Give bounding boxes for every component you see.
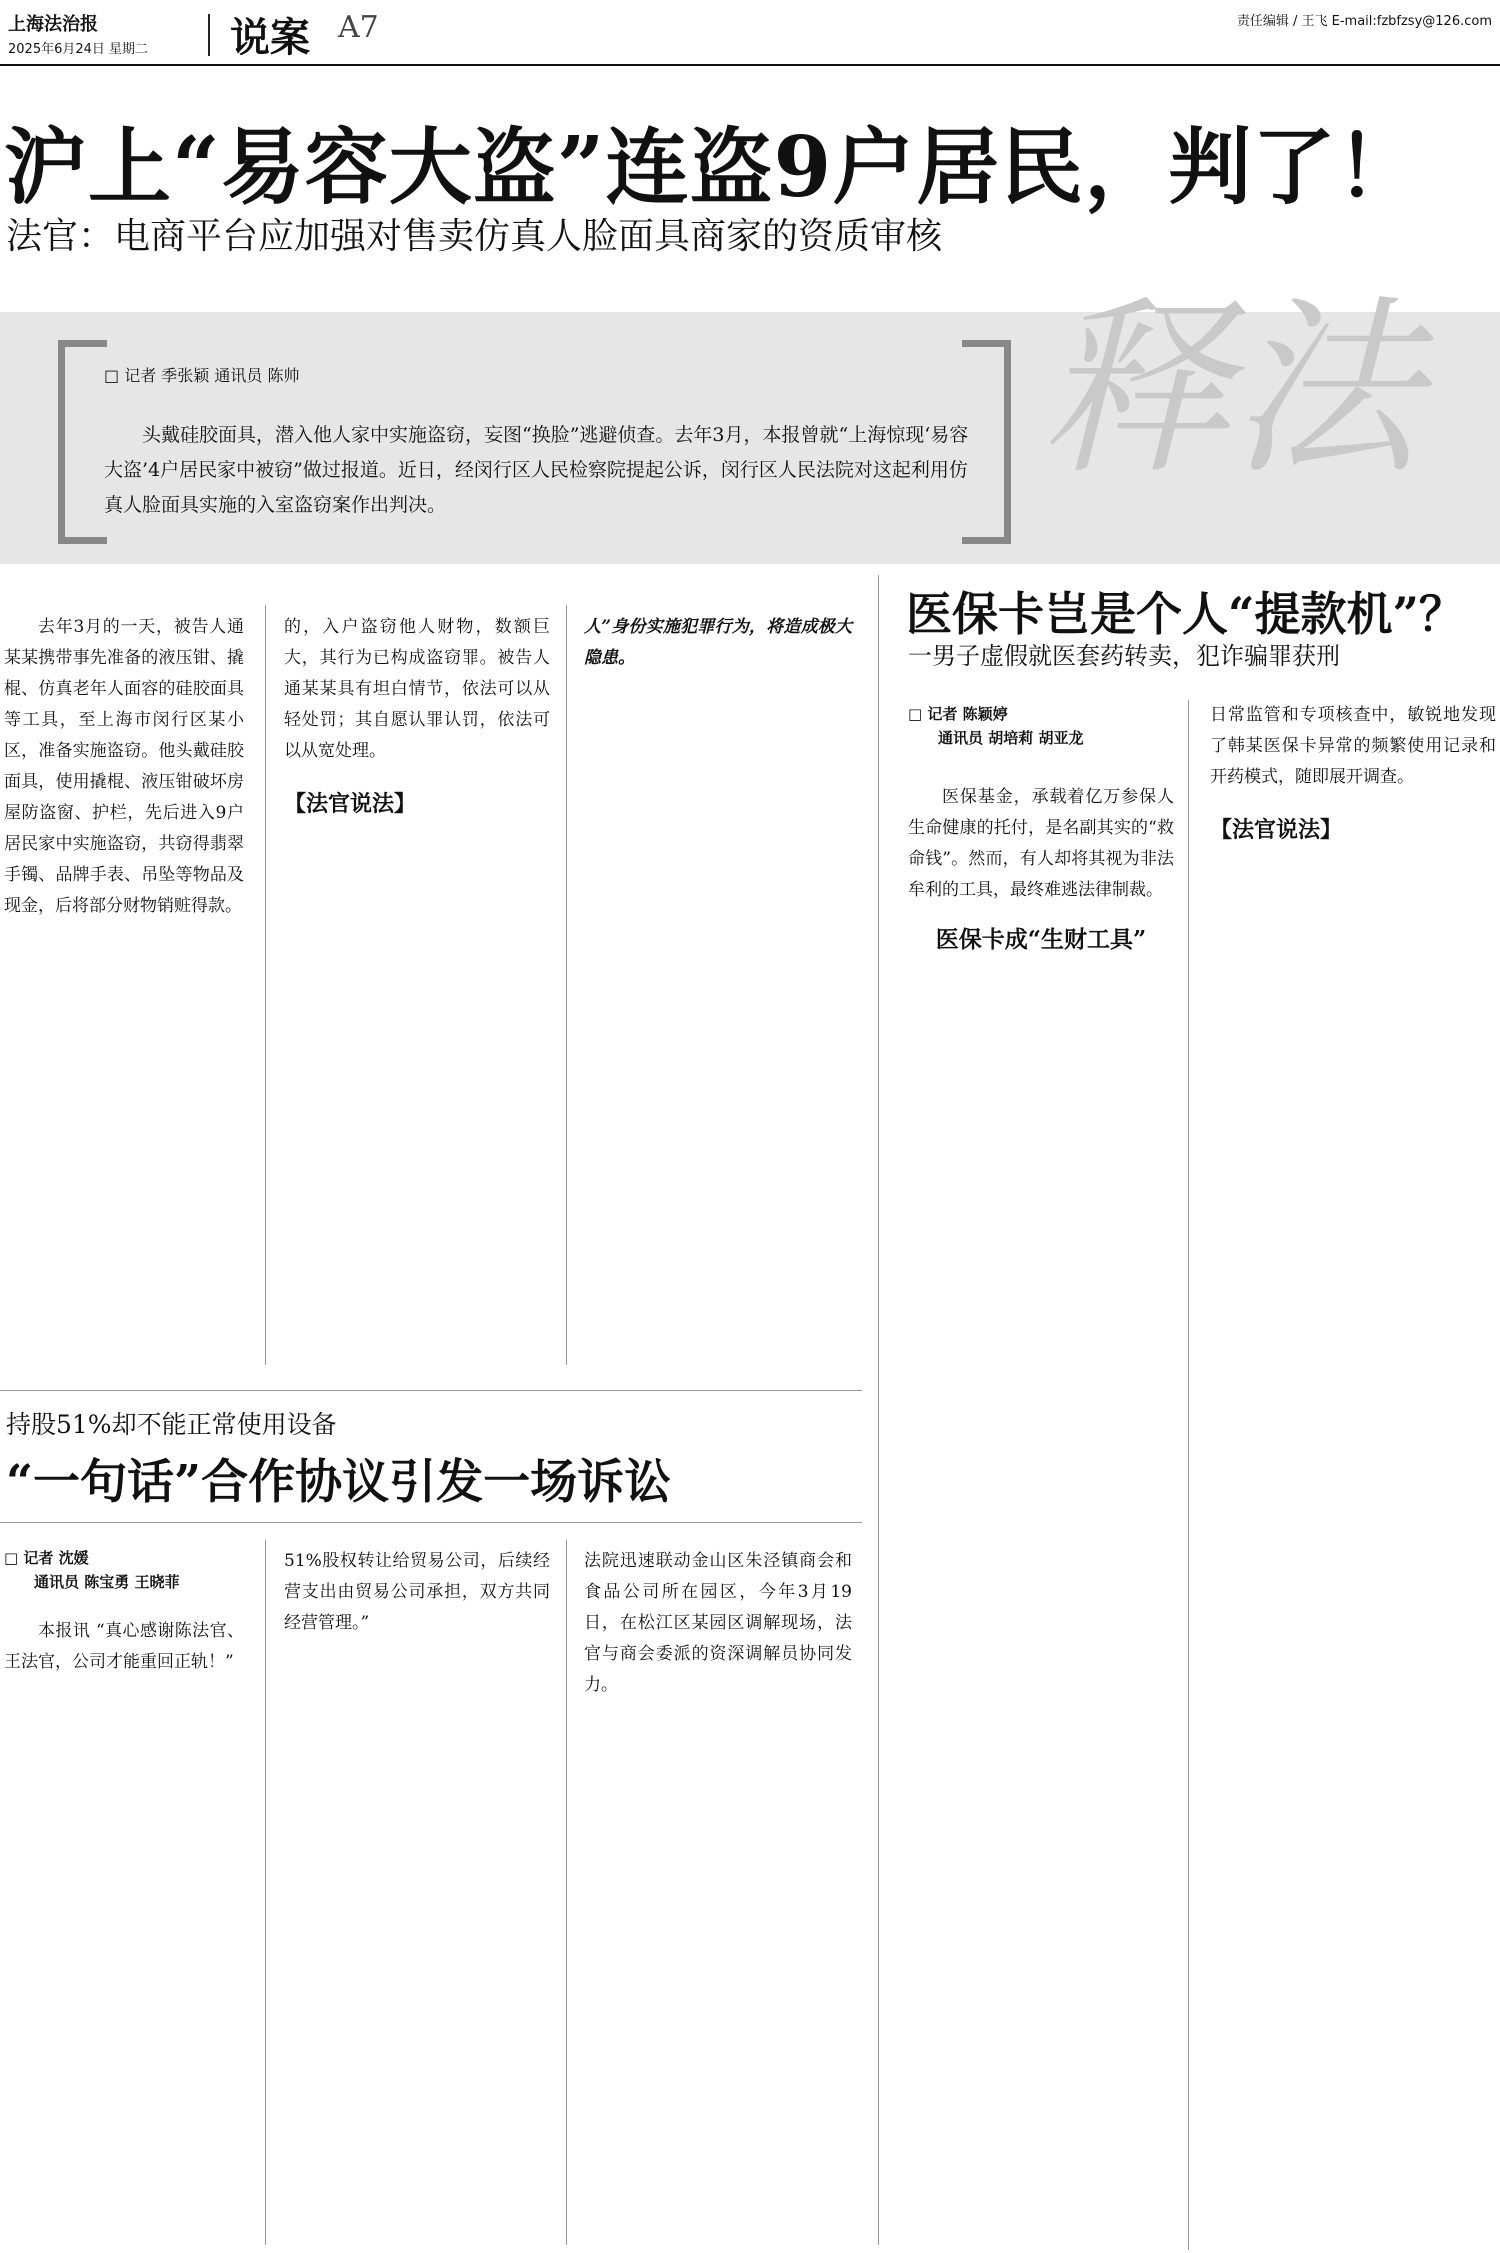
article3-byline [4, 1546, 179, 1594]
calligraphy-text: 释法 [1040, 279, 1421, 500]
article3-title: “一句话”合作协议引发一场诉讼 [6, 1455, 672, 1510]
column-rule [265, 1540, 266, 2245]
column-rule [566, 605, 567, 1365]
judge-comment-heading: 【法官说法】 [284, 791, 417, 817]
page-number: A7 [338, 10, 379, 45]
article2-title: 医保卡岂是个人“提款机”？ [906, 587, 1465, 641]
editor-info: 责任编辑 / 王飞 E-mail:fzbfzsy@126.com [1236, 14, 1492, 29]
paragraph: 法院迅速联动金山区朱泾镇商会和食品公司所在园区，今年3月19日，在松江区某园区调解现场，法官与商会委派的资深调解员协同发力。 [584, 1551, 852, 1695]
column-rule [566, 1540, 567, 2245]
paragraph: 人”身份实施犯罪行为，将造成极大隐患。 [584, 617, 852, 668]
issue-date: 2025年6月24日 星期二 [8, 42, 149, 57]
paragraph: 医保基金，承载着亿万参保人生命健康的托付，是名副其实的“救命钱”。然而，有人却将其视为非法牟利的工具，最终难逃法律制裁。 [908, 787, 1174, 900]
section-name: 说案 [230, 14, 310, 61]
masthead-divider [208, 14, 210, 56]
article3-kicker: 持股51%却不能正常使用设备 [6, 1410, 337, 1439]
paragraph: 去年3月的一天，被告人通某某携带事先准备的液压钳、撬棍、仿真老年人面容的硅胶面具等工具，至上海市闵行区某小区，准备实施盗窃。他头戴硅胶面具，使用撬棍、液压钳破坏房屋防盗窗、护栏，先后进入9户居民家中实施盗窃，共窃得翡翠手镯、品牌手表、吊坠等物品及现金，后将部分财物销赃得款。 [4, 617, 244, 916]
judge-comment-heading: 【法官说法】 [1210, 817, 1343, 843]
masthead-rule [0, 64, 1500, 66]
paragraph: 的，入户盗窃他人财物，数额巨大，其行为已构成盗窃罪。被告人通某某具有坦白情节，依法可以从轻处罚；其自愿认罪认罚，依法可以从宽处理。 [284, 617, 550, 761]
column-rule [265, 605, 266, 1365]
column-rule [878, 575, 879, 2245]
paragraph: 本报讯 “真心感谢陈法官、王法官，公司才能重回正轨！” [4, 1621, 244, 1672]
article2-byline [908, 702, 1083, 750]
article1-column-2 [284, 612, 550, 840]
article1-column-3 [584, 612, 852, 674]
article3-correspondents: 通讯员 陈宝勇 王晓菲 [34, 1573, 180, 1591]
article3-reporter: □ 记者 沈媛 [4, 1549, 89, 1567]
paragraph: 日常监管和专项核查中，敏锐地发现了韩某医保卡异常的频繁使用记录和开药模式，随即展开调查。 [1210, 705, 1496, 787]
article1-subtitle: 法官：电商平台应加强对售卖仿真人脸面具商家的资质审核 [6, 216, 943, 257]
article-separator [0, 1390, 862, 1391]
article2-subtitle: 一男子虚假就医套药转卖，犯诈骗罪获刑 [908, 642, 1340, 670]
article2-reporter: □ 记者 陈颖婷 [908, 705, 1008, 723]
article-separator [0, 1522, 862, 1523]
column-rule [1188, 700, 1189, 2250]
article3-column-1 [4, 1616, 244, 1678]
calligraphy-watermark [1040, 265, 1470, 595]
article2-correspondents: 通讯员 胡培莉 胡亚龙 [938, 729, 1084, 747]
article2-column-1 [908, 782, 1174, 973]
article1-lead: 头戴硅胶面具，潜入他人家中实施盗窃，妄图“换脸”逃避侦查。去年3月，本报曾就“上海惊现‘易容大盗’4户居民家中被窃”做过报道。近日，经闵行区人民检察院提起公诉，闵行区人民法院对这起利用仿真人脸面具实施的入室盗窃案作出判决。 [104, 424, 969, 516]
lead-bracket-left [58, 340, 107, 544]
article1-column-1 [4, 612, 244, 922]
masthead-logo: 上海法治报 [8, 14, 98, 35]
article2-column-2 [1210, 700, 1496, 866]
article1-byline: □ 记者 季张颖 通讯员 陈帅 [104, 366, 300, 385]
article3-column-2 [284, 1546, 550, 1639]
article2-section-heading: 医保卡成“生财工具” [935, 926, 1147, 953]
article3-column-3 [584, 1546, 852, 1701]
article1-title: 沪上“易容大盗”连盗9户居民，判了！ [4, 118, 1421, 216]
paragraph: 51%股权转让给贸易公司，后续经营支出由贸易公司承担，双方共同经营管理。” [284, 1551, 550, 1633]
